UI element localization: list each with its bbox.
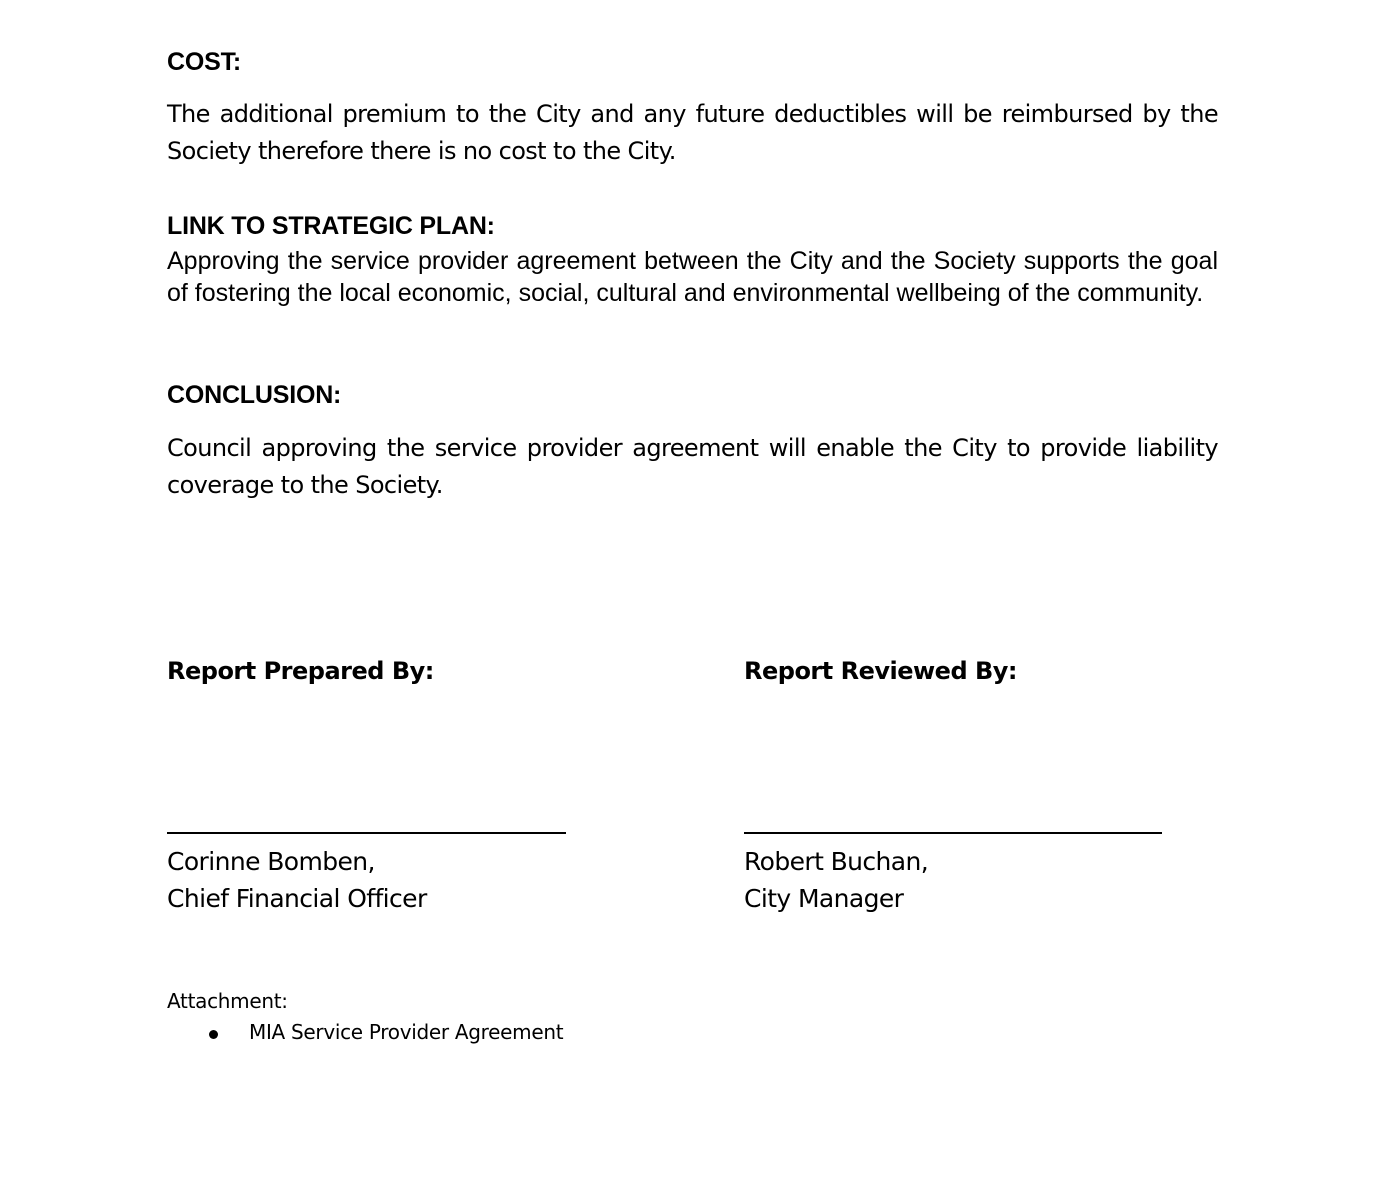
prepared-name: Corinne Bomben, (167, 847, 375, 876)
reviewed-title: City Manager (744, 884, 904, 913)
strategic-plan-paragraph: Approving the service provider agreement between the City and the Society supports the goal of fostering the local economic, social, cultural and environmental wellbeing of the community. (167, 247, 1218, 307)
attachment-label: Attachment: (167, 989, 288, 1013)
attachment-item: MIA Service Provider Agreement (249, 1020, 564, 1044)
cost-heading: COST: (167, 48, 242, 76)
prepared-signature-line (167, 832, 566, 834)
prepared-by-label: Report Prepared By: (167, 657, 434, 685)
cost-paragraph: The additional premium to the City and any future deductibles will be reimbursed by the Society therefore there is no cost to the City. (167, 100, 1218, 165)
conclusion-paragraph: Council approving the service provider agreement will enable the City to provide liability coverage to the Society. (167, 434, 1218, 499)
prepared-signatory (167, 843, 427, 917)
strategic-plan-heading: LINK TO STRATEGIC PLAN: (167, 212, 495, 240)
reviewed-signature-line (744, 832, 1162, 834)
reviewed-name: Robert Buchan, (744, 847, 929, 876)
reviewed-signatory (744, 843, 928, 917)
prepared-title: Chief Financial Officer (167, 884, 427, 913)
bullet-icon (209, 1030, 218, 1039)
reviewed-by-label: Report Reviewed By: (744, 657, 1018, 685)
conclusion-heading: CONCLUSION: (167, 381, 342, 409)
